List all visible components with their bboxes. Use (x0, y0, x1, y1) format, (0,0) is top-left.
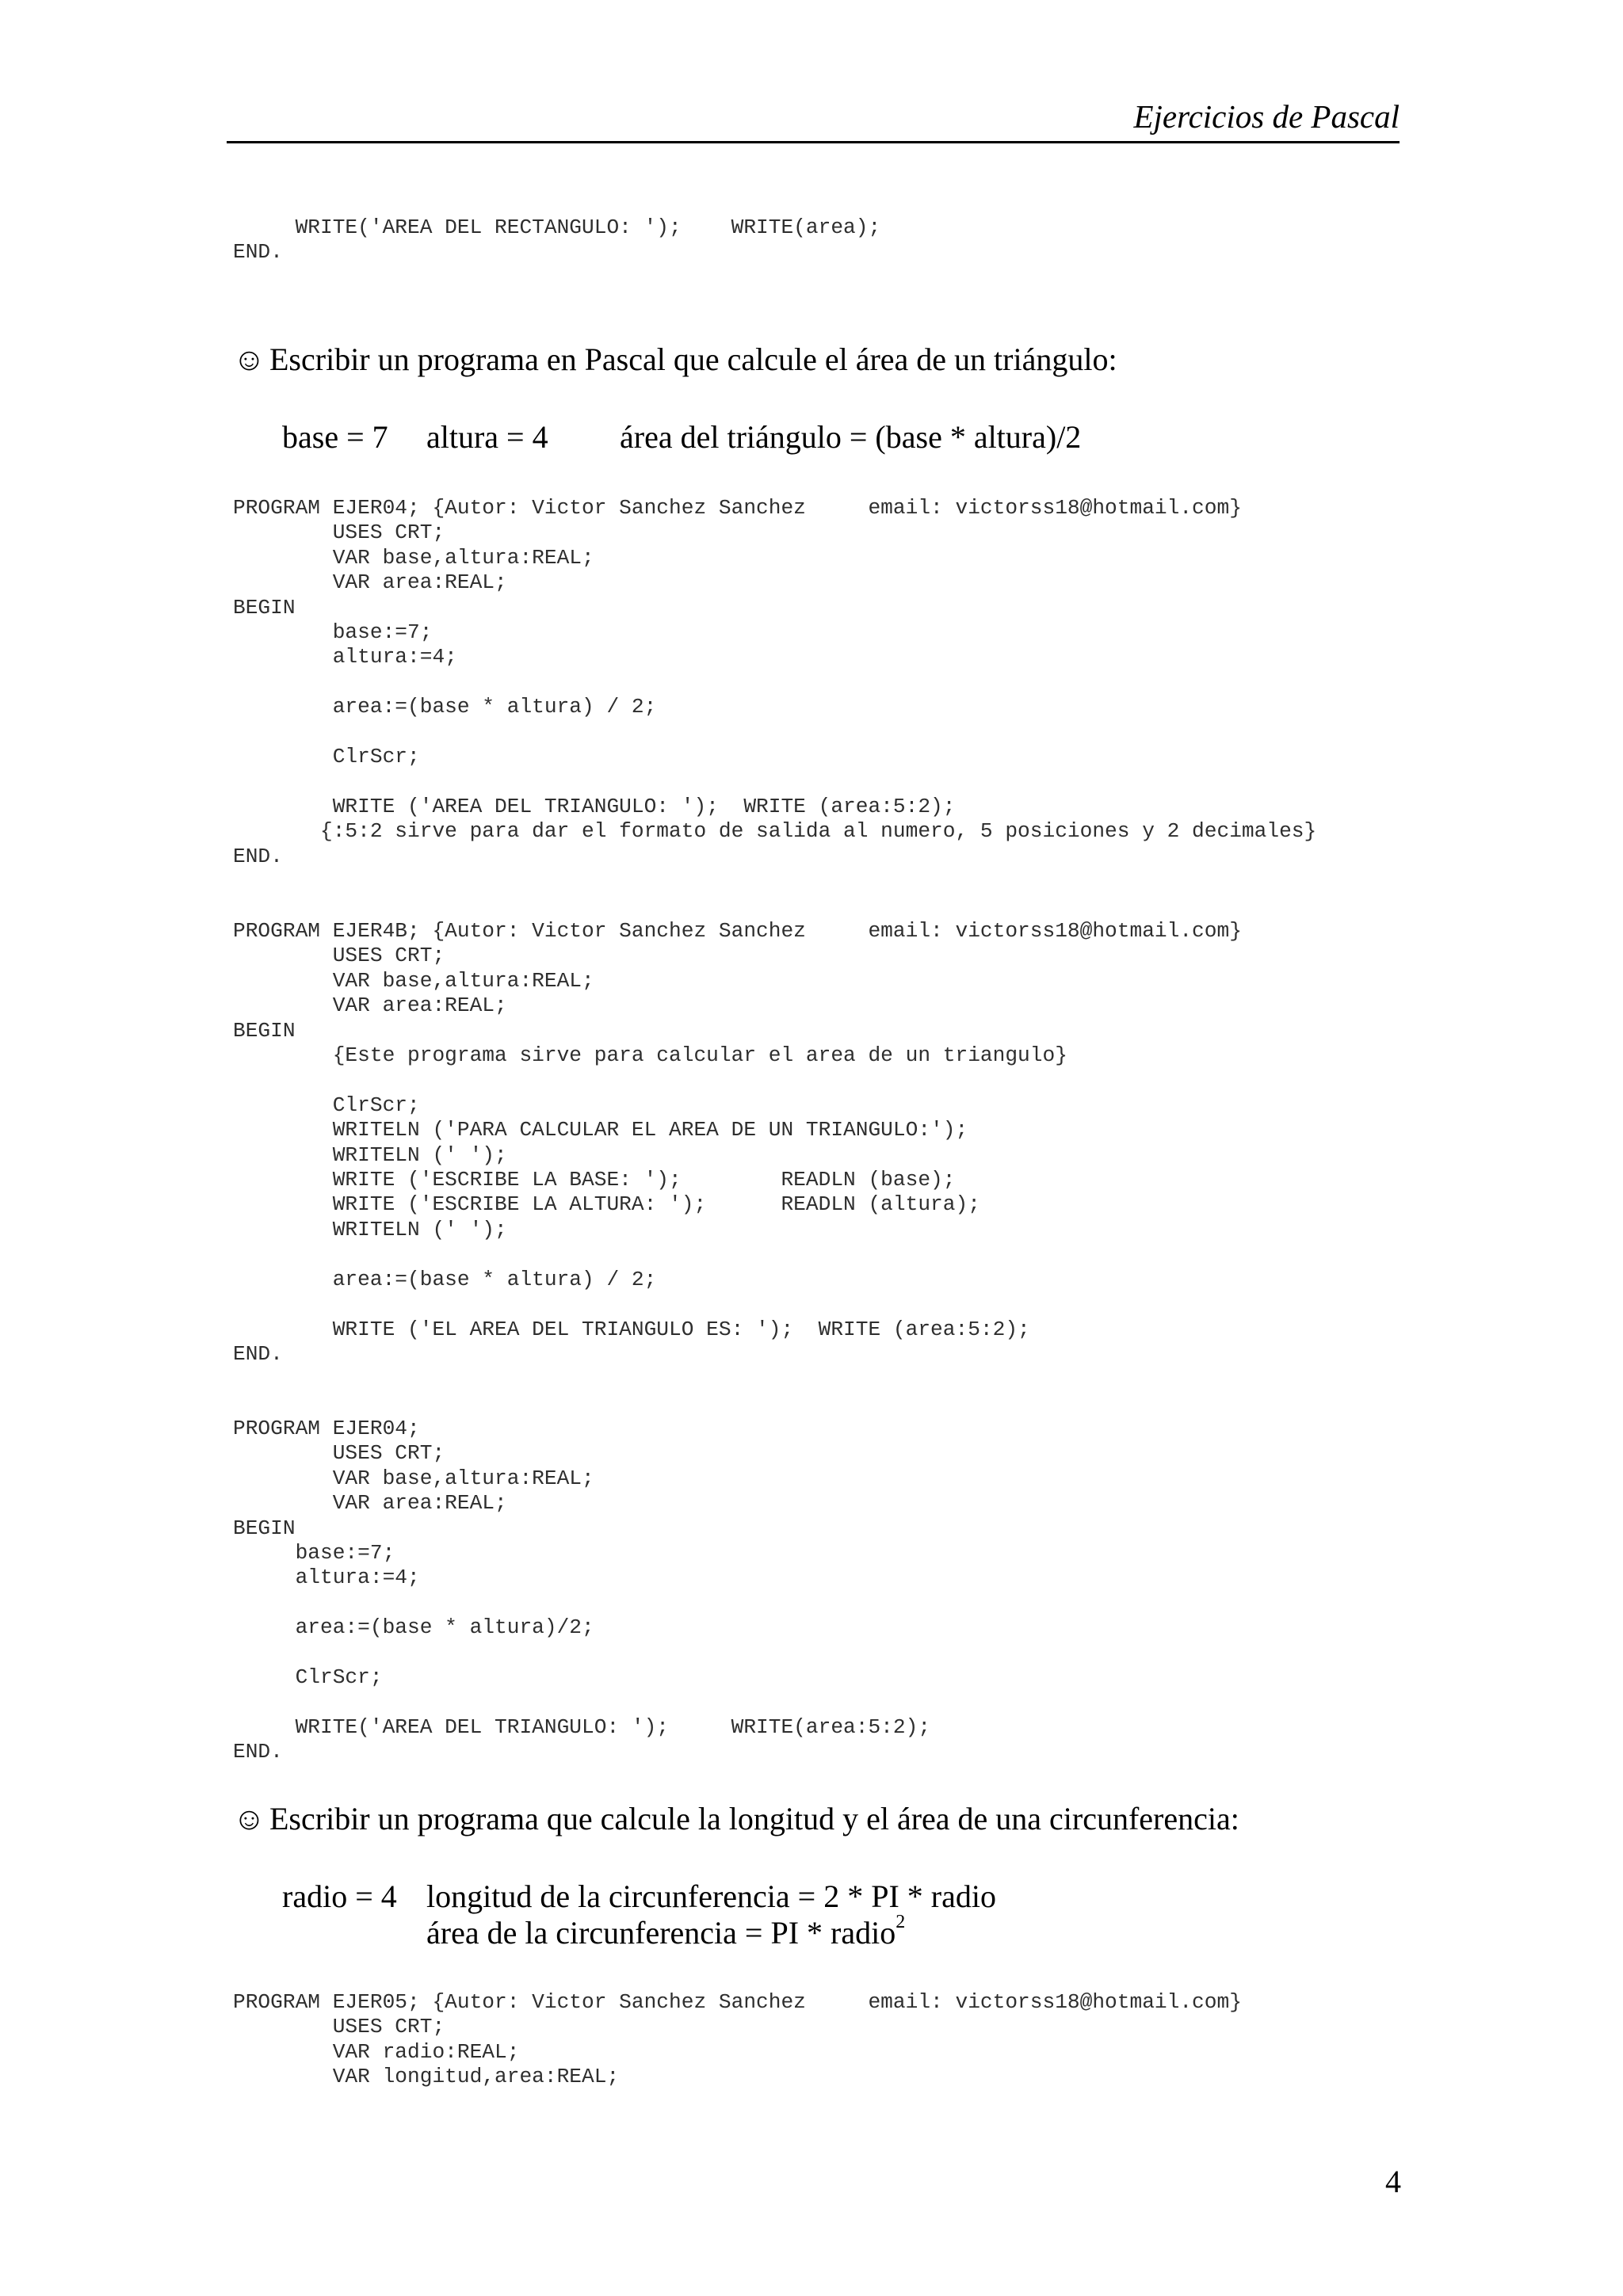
code-block-ejer04: PROGRAM EJER04; {Autor: Victor Sanchez Sanchez email: victorss18@hotmail.com} USES CRT; VAR base,altura:REAL; VAR area:REAL; BEGIN base:=7; altura:=4; area:=(base * altura) / 2; ClrScr; WRITE ('AREA DEL TRIANGULO: '); WRITE (area:5:2); {:5:2 sirve para dar el formato de salida al numero, 5 posiciones y 2 decimales} END. (233, 496, 1317, 868)
formula-triangle-area: área del triángulo = (base * altura)/2 (620, 419, 1082, 455)
code-block-ejer04-alt: PROGRAM EJER04; USES CRT; VAR base,altura:REAL; VAR area:REAL; BEGIN base:=7; altura:=4; area:=(base * altura)/2; ClrScr; WRITE('AREA DEL TRIANGULO: '); WRITE(area:5:2); END. (233, 1417, 931, 1764)
page-number: 4 (1385, 2164, 1401, 2199)
exercise-title-circle (233, 1800, 1239, 1837)
exponent: 2 (896, 1911, 906, 1932)
formula-radio: radio = 4 (282, 1878, 397, 1914)
smiley-icon: ☺ (233, 1801, 265, 1836)
code-block-ejer05: PROGRAM EJER05; {Autor: Victor Sanchez Sanchez email: victorss18@hotmail.com} USES CRT; VAR radio:REAL; VAR longitud,area:REAL; (233, 1990, 1242, 2089)
exercise-title-circle-text: Escribir un programa que calcule la longitud y el área de una circunferencia: (269, 1801, 1239, 1836)
formula-longitud: longitud de la circunferencia = 2 * PI * radio (426, 1878, 996, 1914)
exercise-title-triangle-text: Escribir un programa en Pascal que calcule el área de un triángulo: (269, 341, 1117, 377)
formula-base: base = 7 (282, 419, 388, 455)
formula-circle-area (426, 1911, 906, 1951)
header-title: Ejercicios de Pascal (1133, 98, 1400, 135)
exercise-title-triangle (233, 341, 1117, 378)
smiley-icon: ☺ (233, 341, 265, 377)
code-block-ejer4b: PROGRAM EJER4B; {Autor: Victor Sanchez Sanchez email: victorss18@hotmail.com} USES CRT; VAR base,altura:REAL; VAR area:REAL; BEGIN {Este programa sirve para calcular el area de un triangulo} ClrScr; WRITELN ('PARA CALCULAR EL AREA DE UN TRIANGULO:'); WRITELN (' '); WRITE ('ESCRIBE LA BASE: '); READLN (base); WRITE ('ESCRIBE LA ALTURA: '); READLN (altura); WRITELN (' '); area:=(base * altura) / 2; WRITE ('EL AREA DEL TRIANGULO ES: '); WRITE (area:5:2); END. (233, 919, 1242, 1366)
formula-altura: altura = 4 (426, 419, 548, 455)
formula-circle-area-text: área de la circunferencia = PI * radio (426, 1915, 896, 1951)
code-block-rectangle-end: WRITE('AREA DEL RECTANGULO: '); WRITE(area); END. (233, 215, 881, 265)
page-header (227, 93, 1400, 143)
